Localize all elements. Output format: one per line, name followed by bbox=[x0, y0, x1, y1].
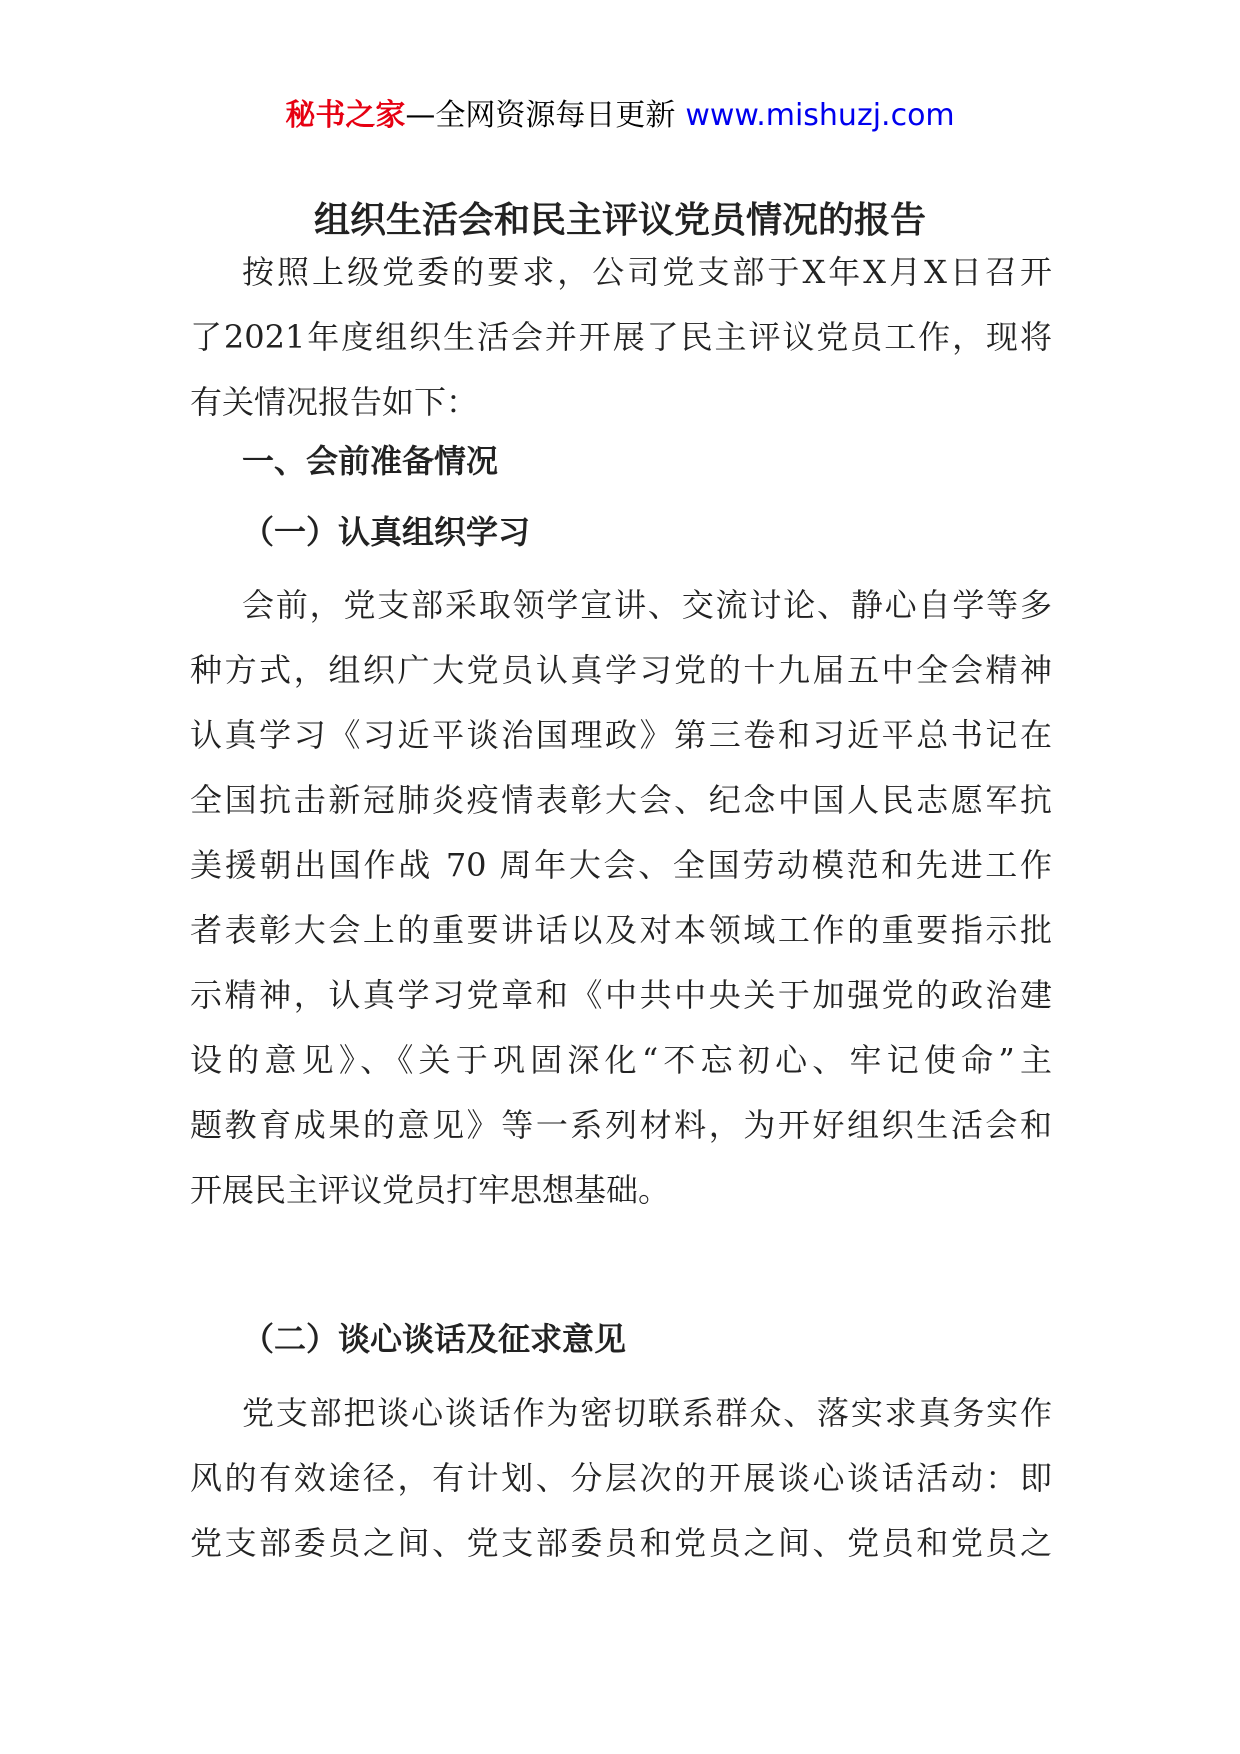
talk-line: 风的有效途径，有计划、分层次的开展谈心谈话活动：即 bbox=[190, 1459, 1052, 1497]
header-slogan: 全网资源每日更新 bbox=[435, 98, 676, 133]
site-link[interactable]: www.mishuzj.com bbox=[685, 98, 955, 133]
subsection-heading-1: （一）认真组织学习 bbox=[242, 513, 531, 551]
study-line: 题教育成果的意见》等一系列材料，为开好组织生活会和 bbox=[190, 1106, 1052, 1144]
study-line: 会前，党支部采取领学宣讲、交流讨论、静心自学等多 bbox=[242, 586, 1052, 624]
study-paragraph bbox=[190, 573, 1052, 1223]
section-heading-1: 一、会前准备情况 bbox=[242, 442, 499, 480]
intro-line: 按照上级党委的要求，公司党支部于X年X月X日召开 bbox=[242, 253, 1052, 291]
site-header bbox=[0, 96, 1240, 136]
study-line: 认真学习《习近平谈治国理政》第三卷和习近平总书记在 bbox=[190, 716, 1052, 754]
study-line: 者表彰大会上的重要讲话以及对本领域工作的重要指示批 bbox=[190, 911, 1052, 949]
document-title: 组织生活会和民主评议党员情况的报告 bbox=[313, 200, 926, 241]
intro-line: 有关情况报告如下： bbox=[190, 383, 479, 421]
study-line: 全国抗击新冠肺炎疫情表彰大会、纪念中国人民志愿军抗 bbox=[190, 781, 1052, 819]
brand-name: 秘书之家 bbox=[285, 98, 406, 133]
study-line: 种方式，组织广大党员认真学习党的十九届五中全会精神 bbox=[190, 651, 1052, 689]
intro-paragraph bbox=[190, 240, 1052, 435]
intro-line: 了2021年度组织生活会并开展了民主评议党员工作，现将 bbox=[190, 318, 1052, 356]
talk-paragraph bbox=[190, 1381, 1052, 1576]
study-line: 示精神，认真学习党章和《中共中央关于加强党的政治建 bbox=[190, 976, 1052, 1014]
study-line: 美援朝出国作战 70 周年大会、全国劳动模范和先进工作 bbox=[190, 846, 1052, 884]
talk-line: 党支部委员之间、党支部委员和党员之间、党员和党员之 bbox=[190, 1524, 1052, 1562]
header-dash: — bbox=[405, 98, 436, 133]
study-line: 开展民主评议党员打牢思想基础。 bbox=[190, 1171, 671, 1209]
study-line: 设的意见》、《关于巩固深化“不忘初心、牢记使命”主 bbox=[190, 1041, 1052, 1079]
talk-line: 党支部把谈心谈话作为密切联系群众、落实求真务实作 bbox=[242, 1394, 1052, 1432]
subsection-heading-2: （二）谈心谈话及征求意见 bbox=[242, 1320, 627, 1358]
